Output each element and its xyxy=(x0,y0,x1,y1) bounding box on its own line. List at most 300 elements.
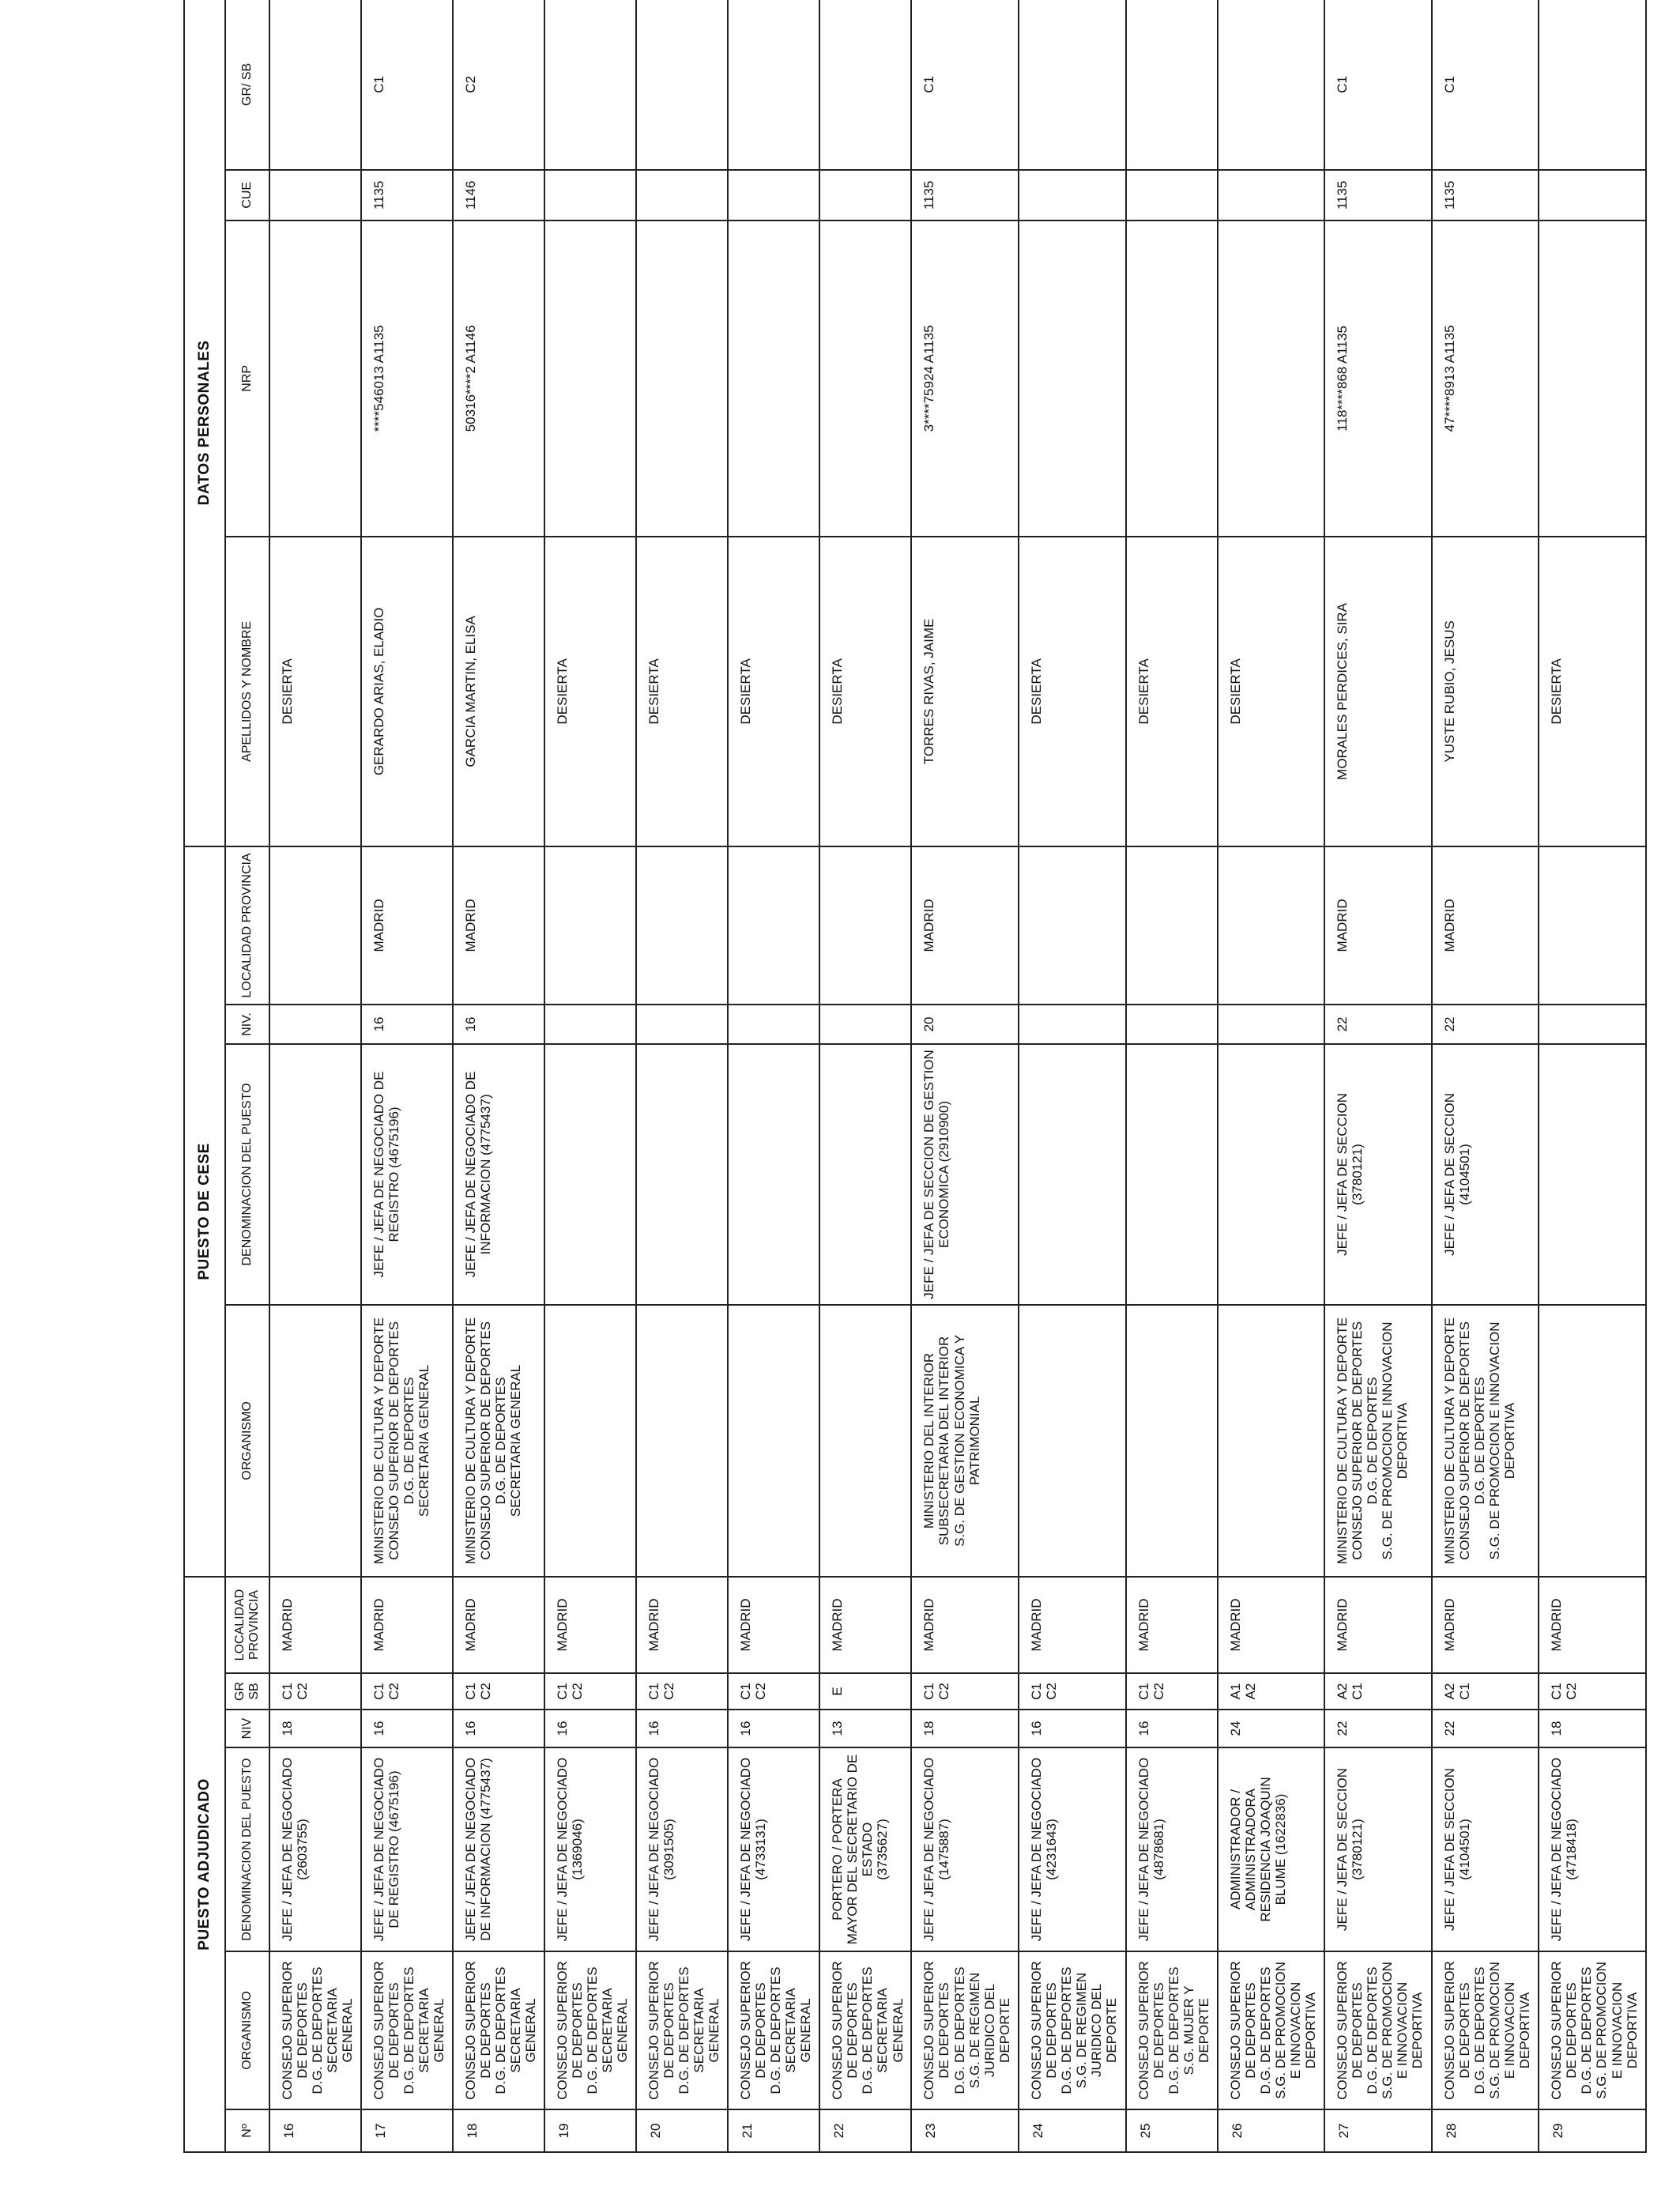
cell-cese-localidad-text: MADRID xyxy=(371,899,387,952)
col-gr-sb: GR SB xyxy=(225,1673,269,1710)
cell-organismo-text: CONSEJO SUPERIOR DE DEPORTES D.G. DE DEPORTES S.G. DE REGIMEN JURIDICO DEL DEPORTE xyxy=(1029,1961,1120,2100)
cell-denominacion xyxy=(1218,1747,1325,1951)
cell-gr-sb-2 xyxy=(636,0,728,170)
cell-localidad xyxy=(544,1577,636,1673)
cell-num xyxy=(269,2109,361,2152)
table-row xyxy=(911,0,1019,2152)
cell-cese-localidad-text: MADRID xyxy=(921,899,937,952)
cell-cese-localidad xyxy=(1539,846,1646,1005)
cell-cue xyxy=(1324,170,1432,221)
cell-cese-denominacion xyxy=(1539,1044,1646,1305)
cell-localidad xyxy=(911,1577,1019,1673)
cell-organismo xyxy=(1126,1951,1218,2109)
cell-localidad xyxy=(453,1577,544,1673)
cell-gr-sb-2 xyxy=(819,0,911,170)
cell-gr-sb xyxy=(1019,1673,1126,1710)
cell-cese-localidad-text: MADRID xyxy=(463,899,479,952)
cell-niv xyxy=(911,1710,1019,1747)
cell-organismo-text: CONSEJO SUPERIOR DE DEPORTES D.G. DE DEPORTES S.G. MUJER Y DEPORTE xyxy=(1136,1961,1211,2100)
cell-denominacion xyxy=(269,1747,361,1951)
cell-cese-niv xyxy=(636,1005,728,1044)
cell-cese-denominacion-text: JEFE / JEFA DE SECCION (3780121) xyxy=(1335,1092,1365,1256)
table-row xyxy=(1539,0,1646,2152)
cell-cese-niv xyxy=(361,1005,453,1044)
cell-num xyxy=(636,2109,728,2152)
cell-num xyxy=(1218,2109,1325,2152)
cell-gr-sb-text: C1 C2 xyxy=(738,1683,769,1700)
cell-cese-organismo xyxy=(1126,1305,1218,1577)
cell-apellidos xyxy=(728,537,819,846)
cell-cese-niv-text: 20 xyxy=(921,1016,937,1032)
cell-nrp-text: 47****8913 A1135 xyxy=(1441,325,1457,432)
cell-gr-sb-2 xyxy=(453,0,544,170)
col-cese-localidad: LOCALIDAD PROVINCIA xyxy=(225,846,269,1005)
cell-gr-sb-text: A2 C1 xyxy=(1441,1683,1472,1700)
cell-niv-text: 22 xyxy=(1335,1721,1350,1736)
cell-localidad xyxy=(1539,1577,1646,1673)
cell-denominacion xyxy=(1019,1747,1126,1951)
cell-niv xyxy=(728,1710,819,1747)
cell-nrp xyxy=(361,221,453,537)
cell-localidad xyxy=(1432,1577,1539,1673)
cell-num-text: 29 xyxy=(1550,2123,1566,2139)
col-localidad: LOCALIDAD PROVINCIA xyxy=(225,1577,269,1673)
cell-niv-text: 16 xyxy=(463,1721,479,1736)
cell-apellidos-text: DESIERTA xyxy=(830,658,846,725)
cell-nrp xyxy=(728,221,819,537)
cell-num-text: 20 xyxy=(648,2123,664,2139)
cell-gr-sb-text: C1 C2 xyxy=(646,1683,677,1700)
cell-niv xyxy=(1432,1710,1539,1747)
cell-localidad-text: MADRID xyxy=(555,1598,571,1652)
cell-num xyxy=(819,2109,911,2152)
cell-organismo-text: CONSEJO SUPERIOR DE DEPORTES D.G. DE DEPORTES SECRETARIA GENERAL xyxy=(738,1961,814,2100)
cell-cese-organismo xyxy=(1324,1305,1432,1577)
cell-cese-niv xyxy=(544,1005,636,1044)
cell-num-text: 24 xyxy=(1030,2123,1046,2139)
table-row xyxy=(819,0,911,2152)
cell-apellidos-text: DESIERTA xyxy=(555,658,571,725)
cell-gr-sb xyxy=(1218,1673,1325,1710)
cell-nrp xyxy=(1324,221,1432,537)
cell-cese-niv xyxy=(819,1005,911,1044)
cell-denominacion xyxy=(544,1747,636,1951)
cell-apellidos xyxy=(819,537,911,846)
cell-nrp xyxy=(819,221,911,537)
cell-organismo xyxy=(1539,1951,1646,2109)
cell-gr-sb-2-text: C1 xyxy=(1441,76,1457,93)
cell-localidad-text: MADRID xyxy=(1335,1598,1350,1652)
cell-apellidos xyxy=(269,537,361,846)
cell-gr-sb-text: E xyxy=(830,1687,846,1696)
cell-apellidos-text: DESIERTA xyxy=(1549,658,1565,725)
cell-organismo-text: CONSEJO SUPERIOR DE DEPORTES D.G. DE DEPORTES SECRETARIA GENERAL xyxy=(371,1961,447,2100)
cell-gr-sb xyxy=(1432,1673,1539,1710)
cell-gr-sb xyxy=(544,1673,636,1710)
cell-apellidos-text: DESIERTA xyxy=(280,658,295,725)
cell-cese-localidad xyxy=(911,846,1019,1005)
cell-num-text: 19 xyxy=(556,2123,572,2139)
cell-gr-sb-text: C1 C2 xyxy=(921,1683,952,1700)
cell-localidad xyxy=(361,1577,453,1673)
cell-apellidos-text: GARCIA MARTIN, ELISA xyxy=(463,616,479,767)
cell-gr-sb-2 xyxy=(269,0,361,170)
cell-gr-sb xyxy=(1539,1673,1646,1710)
cell-cese-localidad xyxy=(453,846,544,1005)
cell-niv xyxy=(1324,1710,1432,1747)
cell-denominacion xyxy=(361,1747,453,1951)
cell-niv xyxy=(453,1710,544,1747)
cell-cese-organismo xyxy=(728,1305,819,1577)
cell-gr-sb-2 xyxy=(361,0,453,170)
cell-cese-localidad xyxy=(1126,846,1218,1005)
cell-niv xyxy=(819,1710,911,1747)
cell-cese-localidad xyxy=(1019,846,1126,1005)
cell-cese-niv xyxy=(911,1005,1019,1044)
cell-gr-sb-2 xyxy=(544,0,636,170)
cell-cese-organismo-text: MINISTERIO DE CULTURA Y DEPORTE CONSEJO SUPERIOR DE DEPORTES D.G. DE DEPORTES SECRETARIA GENERAL xyxy=(463,1317,524,1565)
cell-gr-sb xyxy=(1126,1673,1218,1710)
cell-denominacion-text: JEFE / JEFA DE NEGOCIADO DE REGISTRO (4675196) xyxy=(371,1757,402,1942)
cell-num xyxy=(728,2109,819,2152)
cell-niv-text: 22 xyxy=(1441,1721,1457,1736)
cell-cese-organismo xyxy=(1539,1305,1646,1577)
cell-niv-text: 13 xyxy=(830,1721,846,1736)
cell-cese-organismo xyxy=(361,1305,453,1577)
cell-cese-organismo xyxy=(1218,1305,1325,1577)
cell-denominacion xyxy=(1432,1747,1539,1951)
cell-localidad-text: MADRID xyxy=(463,1598,479,1652)
cell-cue xyxy=(1019,170,1126,221)
cell-nrp xyxy=(453,221,544,537)
cell-organismo xyxy=(1432,1951,1539,2109)
cell-cese-niv xyxy=(269,1005,361,1044)
cell-organismo xyxy=(269,1951,361,2109)
cell-gr-sb-text: C1 C2 xyxy=(1029,1683,1060,1700)
cell-niv-text: 16 xyxy=(738,1721,754,1736)
cell-cese-niv xyxy=(453,1005,544,1044)
cell-gr-sb-2 xyxy=(1126,0,1218,170)
col-cese-denominacion: DENOMINACION DEL PUESTO xyxy=(225,1044,269,1305)
cell-num xyxy=(1539,2109,1646,2152)
cell-denominacion-text: JEFE / JEFA DE NEGOCIADO (1369046) xyxy=(555,1757,586,1942)
cell-cue xyxy=(1218,170,1325,221)
cell-cue xyxy=(361,170,453,221)
cell-nrp xyxy=(1539,221,1646,537)
cell-apellidos xyxy=(544,537,636,846)
cell-cese-niv xyxy=(1432,1005,1539,1044)
cell-nrp-text: 3****75924 A1135 xyxy=(921,325,937,432)
cell-gr-sb-2 xyxy=(1019,0,1126,170)
cell-niv-text: 24 xyxy=(1227,1721,1243,1736)
cell-gr-sb-2 xyxy=(1539,0,1646,170)
cell-cese-localidad xyxy=(728,846,819,1005)
cell-cese-denominacion xyxy=(1126,1044,1218,1305)
cell-gr-sb xyxy=(453,1673,544,1710)
cell-cese-organismo xyxy=(453,1305,544,1577)
cell-niv-text: 18 xyxy=(921,1721,937,1736)
cell-denominacion-text: JEFE / JEFA DE NEGOCIADO (4733131) xyxy=(738,1757,769,1942)
cell-apellidos xyxy=(636,537,728,846)
cell-gr-sb-text: C1 C2 xyxy=(555,1683,586,1700)
cell-denominacion xyxy=(911,1747,1019,1951)
rotated-page xyxy=(183,0,1647,2153)
cell-num xyxy=(1432,2109,1539,2152)
cell-cese-denominacion-text: JEFE / JEFA DE SECCION (4104501) xyxy=(1441,1092,1472,1256)
cell-cese-denominacion xyxy=(728,1044,819,1305)
cell-apellidos xyxy=(361,537,453,846)
cell-nrp xyxy=(1019,221,1126,537)
cell-num-text: 26 xyxy=(1229,2123,1245,2139)
cell-apellidos-text: DESIERTA xyxy=(646,658,662,725)
cell-gr-sb xyxy=(361,1673,453,1710)
cell-niv xyxy=(544,1710,636,1747)
cell-localidad-text: MADRID xyxy=(1029,1598,1045,1652)
cell-organismo xyxy=(819,1951,911,2109)
table-row xyxy=(544,0,636,2152)
cell-gr-sb-text: C1 C2 xyxy=(371,1683,402,1700)
cell-localidad xyxy=(1324,1577,1432,1673)
cell-cese-organismo xyxy=(269,1305,361,1577)
cell-gr-sb-text: C1 C2 xyxy=(463,1683,494,1700)
table-body xyxy=(269,0,1646,2152)
cell-gr-sb-text: C1 C2 xyxy=(1549,1683,1580,1700)
cell-num xyxy=(544,2109,636,2152)
cell-niv xyxy=(1126,1710,1218,1747)
cell-organismo-text: CONSEJO SUPERIOR DE DEPORTES D.G. DE DEPORTES SECRETARIA GENERAL xyxy=(555,1961,631,2100)
cell-gr-sb xyxy=(269,1673,361,1710)
cell-cue xyxy=(728,170,819,221)
cell-organismo-text: CONSEJO SUPERIOR DE DEPORTES D.G. DE DEPORTES S.G. DE REGIMEN JURIDICO DEL DEPORTE xyxy=(921,1961,1012,2100)
cell-num-text: 21 xyxy=(740,2123,755,2139)
table-row xyxy=(1324,0,1432,2152)
cell-organismo-text: CONSEJO SUPERIOR DE DEPORTES D.G. DE DEPORTES SECRETARIA GENERAL xyxy=(463,1961,539,2100)
cell-cese-niv xyxy=(728,1005,819,1044)
section-puesto-cese: PUESTO DE CESE xyxy=(184,846,225,1577)
cell-gr-sb-text: C1 C2 xyxy=(280,1683,311,1700)
cell-organismo xyxy=(1324,1951,1432,2109)
cell-nrp xyxy=(544,221,636,537)
cell-gr-sb-2-text: C1 xyxy=(371,76,387,93)
cell-organismo xyxy=(1218,1951,1325,2109)
cell-organismo xyxy=(728,1951,819,2109)
cell-denominacion-text: JEFE / JEFA DE NEGOCIADO (2603755) xyxy=(280,1757,311,1942)
cell-localidad xyxy=(1019,1577,1126,1673)
cell-cese-denominacion-text: JEFE / JEFA DE NEGOCIADO DE REGISTRO (4675196) xyxy=(371,1071,402,1278)
cell-organismo xyxy=(636,1951,728,2109)
cell-num xyxy=(1126,2109,1218,2152)
cell-apellidos xyxy=(1432,537,1539,846)
cell-cese-localidad xyxy=(269,846,361,1005)
table-row xyxy=(728,0,819,2152)
cell-cue xyxy=(1539,170,1646,221)
cell-apellidos-text: DESIERTA xyxy=(1029,658,1045,725)
table-row xyxy=(1126,0,1218,2152)
cell-cue-text: 1135 xyxy=(1441,180,1457,210)
table-row xyxy=(453,0,544,2152)
cell-gr-sb-2-text: C1 xyxy=(1335,76,1350,93)
cell-localidad xyxy=(269,1577,361,1673)
cell-cese-niv-text: 22 xyxy=(1441,1016,1457,1032)
cell-num-text: 28 xyxy=(1443,2123,1459,2139)
cell-localidad-text: MADRID xyxy=(1549,1598,1565,1652)
cell-nrp xyxy=(1432,221,1539,537)
cell-denominacion xyxy=(728,1747,819,1951)
cell-cue xyxy=(636,170,728,221)
cell-num-text: 27 xyxy=(1336,2123,1352,2139)
cell-apellidos xyxy=(1539,537,1646,846)
cell-num xyxy=(1324,2109,1432,2152)
cell-apellidos-text: MORALES PERDICES, SIRA xyxy=(1335,602,1350,780)
cell-cese-organismo xyxy=(1019,1305,1126,1577)
cell-cese-localidad xyxy=(819,846,911,1005)
cell-cese-organismo xyxy=(911,1305,1019,1577)
table-row xyxy=(1218,0,1325,2152)
cell-gr-sb-2 xyxy=(1324,0,1432,170)
cell-localidad-text: MADRID xyxy=(921,1598,937,1652)
cell-niv-text: 16 xyxy=(371,1721,387,1736)
table-row xyxy=(269,0,361,2152)
cell-cese-denominacion xyxy=(1432,1044,1539,1305)
col-apellidos: APELLIDOS Y NOMBRE xyxy=(225,537,269,846)
cell-cese-niv xyxy=(1539,1005,1646,1044)
cell-denominacion xyxy=(453,1747,544,1951)
cell-nrp xyxy=(911,221,1019,537)
cell-gr-sb xyxy=(911,1673,1019,1710)
cell-cue xyxy=(544,170,636,221)
cell-localidad-text: MADRID xyxy=(1227,1598,1243,1652)
cell-num-text: 22 xyxy=(831,2123,847,2139)
cell-apellidos-text: DESIERTA xyxy=(1227,658,1243,725)
cell-num-text: 18 xyxy=(465,2123,480,2139)
cell-num xyxy=(453,2109,544,2152)
cell-cue-text: 1135 xyxy=(1335,180,1350,210)
cell-cese-denominacion xyxy=(1019,1044,1126,1305)
cell-nrp-text: 50316****2 A1146 xyxy=(463,325,479,432)
cell-cese-localidad-text: MADRID xyxy=(1335,899,1350,952)
cell-cese-localidad xyxy=(361,846,453,1005)
table-row xyxy=(636,0,728,2152)
cell-apellidos xyxy=(1324,537,1432,846)
cell-organismo xyxy=(911,1951,1019,2109)
cell-niv xyxy=(1539,1710,1646,1747)
col-num: Nº xyxy=(225,2109,269,2152)
cell-cese-denominacion xyxy=(544,1044,636,1305)
cell-nrp xyxy=(269,221,361,537)
cell-denominacion-text: JEFE / JEFA DE NEGOCIADO DE INFORMACION (4775437) xyxy=(463,1757,494,1942)
cell-num xyxy=(1019,2109,1126,2152)
cell-gr-sb xyxy=(636,1673,728,1710)
cell-organismo-text: CONSEJO SUPERIOR DE DEPORTES D.G. DE DEPORTES SECRETARIA GENERAL xyxy=(646,1961,722,2100)
cell-cue xyxy=(911,170,1019,221)
col-niv: NIV xyxy=(225,1710,269,1747)
cell-cese-localidad xyxy=(1218,846,1325,1005)
cell-organismo xyxy=(453,1951,544,2109)
column-header-row xyxy=(225,0,269,2152)
cell-niv-text: 16 xyxy=(1136,1721,1151,1736)
cell-num xyxy=(911,2109,1019,2152)
cell-cese-localidad-text: MADRID xyxy=(1441,899,1457,952)
cell-niv xyxy=(361,1710,453,1747)
cell-niv xyxy=(269,1710,361,1747)
cell-apellidos-text: GERARDO ARIAS, ELADIO xyxy=(371,607,387,776)
cell-localidad-text: MADRID xyxy=(830,1598,846,1652)
section-header-row xyxy=(184,0,225,2152)
cell-denominacion xyxy=(1126,1747,1218,1951)
cell-cese-niv xyxy=(1324,1005,1432,1044)
cell-gr-sb xyxy=(1324,1673,1432,1710)
cell-localidad-text: MADRID xyxy=(371,1598,387,1652)
cell-cese-denominacion xyxy=(269,1044,361,1305)
cell-cese-denominacion xyxy=(636,1044,728,1305)
cell-niv-text: 18 xyxy=(1549,1721,1565,1736)
cell-denominacion-text: JEFE / JEFA DE NEGOCIADO (3091505) xyxy=(646,1757,677,1942)
cell-niv xyxy=(1218,1710,1325,1747)
cell-num-text: 17 xyxy=(373,2123,389,2139)
resolution-table xyxy=(183,0,1647,2153)
cell-organismo-text: CONSEJO SUPERIOR DE DEPORTES D.G. DE DEPORTES SECRETARIA GENERAL xyxy=(830,1961,906,2100)
cell-num-text: 16 xyxy=(281,2123,296,2139)
cell-cue xyxy=(1126,170,1218,221)
cell-localidad-text: MADRID xyxy=(1136,1598,1151,1652)
cell-denominacion-text: JEFE / JEFA DE NEGOCIADO (4231643) xyxy=(1029,1757,1060,1942)
cell-apellidos-text: DESIERTA xyxy=(1136,658,1151,725)
cell-cese-denominacion xyxy=(1324,1044,1432,1305)
cell-num-text: 25 xyxy=(1137,2123,1153,2139)
cell-localidad xyxy=(1126,1577,1218,1673)
cell-niv-text: 16 xyxy=(555,1721,571,1736)
cell-denominacion-text: JEFE / JEFA DE NEGOCIADO (4878681) xyxy=(1136,1757,1166,1942)
cell-nrp-text: ****546013 A1135 xyxy=(371,325,387,432)
table-row xyxy=(1019,0,1126,2152)
cell-cese-organismo-text: MINISTERIO DE CULTURA Y DEPORTE CONSEJO SUPERIOR DE DEPORTES D.G. DE DEPORTES SECRETARIA GENERAL xyxy=(371,1317,432,1565)
cell-localidad xyxy=(819,1577,911,1673)
col-organismo: ORGANISMO xyxy=(225,1951,269,2109)
cell-gr-sb xyxy=(819,1673,911,1710)
cell-nrp-text: 118****868 A1135 xyxy=(1335,326,1350,432)
cell-niv-text: 18 xyxy=(280,1721,295,1736)
cell-cese-denominacion xyxy=(453,1044,544,1305)
cell-organismo-text: CONSEJO SUPERIOR DE DEPORTES D.G. DE DEPORTES SECRETARIA GENERAL xyxy=(280,1961,356,2100)
cell-cese-niv xyxy=(1019,1005,1126,1044)
cell-cue-text: 1135 xyxy=(921,180,937,210)
cell-gr-sb-text: C1 C2 xyxy=(1136,1683,1166,1700)
cell-gr-sb-2 xyxy=(1432,0,1539,170)
cell-denominacion-text: JEFE / JEFA DE SECCION (4104501) xyxy=(1441,1768,1472,1931)
cell-denominacion xyxy=(819,1747,911,1951)
cell-num-text: 23 xyxy=(923,2123,939,2139)
cell-denominacion-text: JEFE / JEFA DE NEGOCIADO (1475887) xyxy=(921,1757,952,1942)
cell-apellidos xyxy=(453,537,544,846)
cell-localidad-text: MADRID xyxy=(646,1598,662,1652)
cell-denominacion-text: PORTERO / PORTERA MAYOR DEL SECRETARIO DE ESTADO (3735627) xyxy=(830,1754,891,1945)
cell-apellidos-text: TORRES RIVAS, JAIME xyxy=(921,618,937,765)
cell-cese-localidad xyxy=(544,846,636,1005)
cell-gr-sb-text: A2 C1 xyxy=(1335,1683,1365,1700)
cell-denominacion-text: JEFE / JEFA DE NEGOCIADO (4718418) xyxy=(1549,1757,1580,1942)
cell-cese-denominacion xyxy=(819,1044,911,1305)
cell-organismo xyxy=(1019,1951,1126,2109)
cell-gr-sb-2 xyxy=(1218,0,1325,170)
cell-cese-organismo xyxy=(819,1305,911,1577)
cell-organismo xyxy=(361,1951,453,2109)
cell-cese-organismo-text: MINISTERIO DEL INTERIOR SUBSECRETARIA DEL INTERIOR S.G. DE GESTION ECONOMICA Y PATRIMONIAL xyxy=(921,1334,982,1547)
cell-cese-localidad xyxy=(636,846,728,1005)
cell-apellidos xyxy=(1126,537,1218,846)
cell-cese-denominacion-text: JEFE / JEFA DE SECCION DE GESTION ECONOMICA (2910900) xyxy=(921,1050,952,1299)
cell-localidad xyxy=(1218,1577,1325,1673)
cell-cese-organismo-text: MINISTERIO DE CULTURA Y DEPORTE CONSEJO SUPERIOR DE DEPORTES D.G. DE DEPORTES S.G. DE PROMOCION E INNOVACION DEPORTIVA xyxy=(1335,1317,1411,1565)
